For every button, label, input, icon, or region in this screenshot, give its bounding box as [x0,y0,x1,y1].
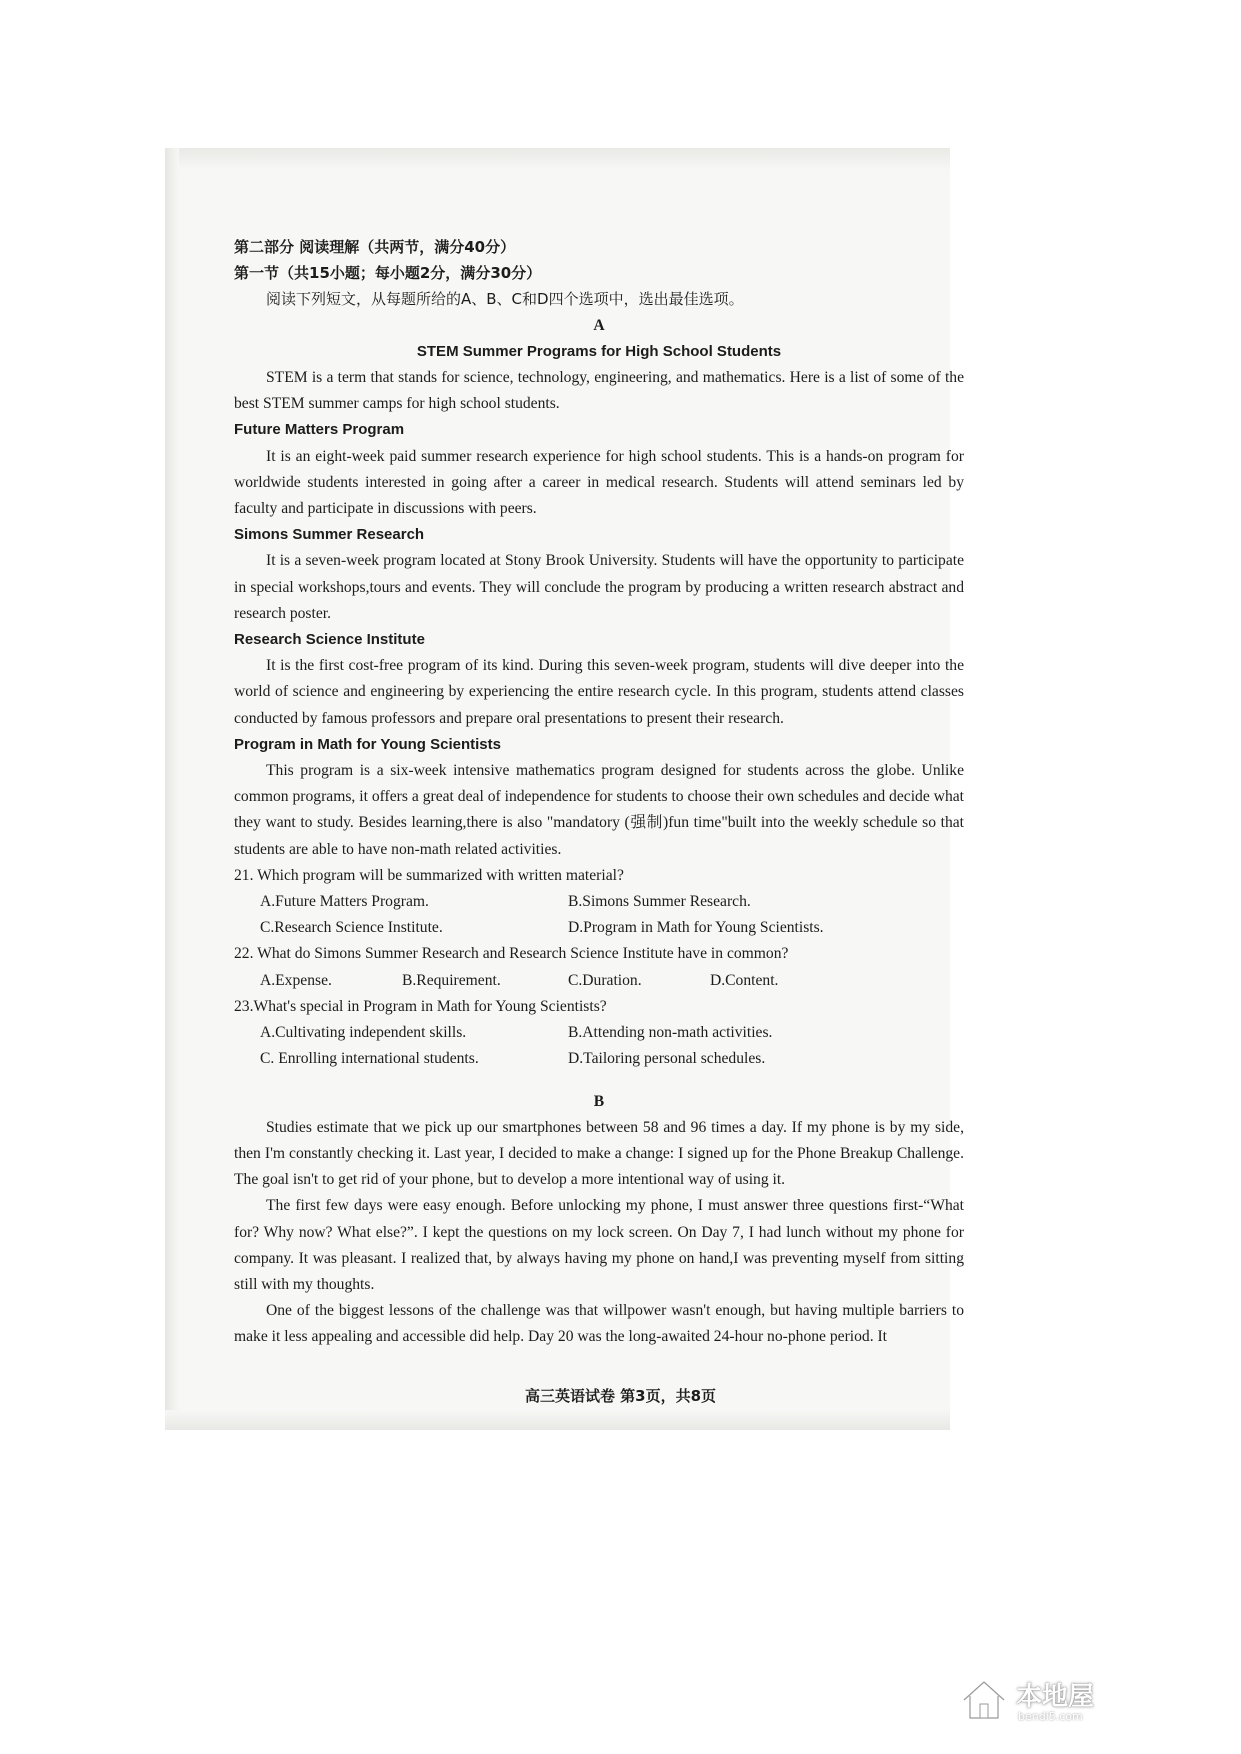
passage-b-paragraph-3: One of the biggest lessons of the challenge was that willpower wasn't enough, but having multiple barriers to make it less appealing and accessible did help. Day 20 was the long-awaited 24-hour no-phone period. It [234,1302,964,1346]
passage-gap [234,1073,964,1089]
passage-b-paragraph-1: Studies estimate that we pick up our smartphones between 58 and 96 times a day. If my phone is by my side, then I'm constantly checking it. Last year, I decided to make a change: I signed up for the Phone Breakup Challenge. The goal isn't to get rid of your phone, but to develop a more intentional way of using it. [234,1118,964,1189]
passage-a-label: A [593,316,605,334]
question-21-option-a: A.Future Matters Program. [260,893,429,911]
page-footer: 高三英语试卷 第3页，共8页 [524,1387,717,1405]
question-21-option-d: D.Program in Math for Young Scientists. [568,919,824,937]
question-22-option-d: D.Content. [710,971,779,989]
program-text-math: This program is a six-week intensive mathematics program designed for students across the globe. Unlike common programs, it offers a great deal of independence for students to choose their own schedules and decide what they want to study. Besides learning,there is also "mandatory (强制)fun time"built into the weekly schedule so that students are able to have non-math related activities. [234,762,964,858]
question-22-option-b: B.Requirement. [402,971,501,989]
passage-b-label: B [593,1092,605,1110]
question-23-option-c: C. Enrolling international students. [260,1050,479,1068]
site-watermark [958,1670,1228,1740]
program-heading-rsi: Research Science Institute [234,631,425,649]
question-21: 21. Which program will be summarized with written material? [234,866,624,884]
passage-a-intro: STEM is a term that stands for science, technology, engineering, and mathematics. Here is a list of some of the best STEM summer camps for high school students. [234,369,964,413]
program-text-rsi: It is the first cost-free program of its kind. During this seven-week program, students will dive deeper into the world of science and engineering by experiencing the entire research cycle. In this program, students attend classes conducted by famous professors and prepare oral presentations to present their research. [234,657,964,727]
scan-shadow-top [165,148,950,170]
question-23-option-b: B.Attending non-math activities. [568,1024,773,1042]
program-text-simons: It is a seven-week program located at Stony Brook University. Students will have the opportunity to participate in special workshops,tours and events. They will conclude the program by producing a written research abstract and research poster. [234,552,964,622]
program-heading-math: Program in Math for Young Scientists [234,735,501,753]
scan-shadow-left [165,148,179,1430]
question-22: 22. What do Simons Summer Research and Research Science Institute have in common? [234,945,789,963]
question-21-options-row-1 [234,889,964,915]
question-22-option-a: A.Expense. [260,971,332,989]
passage-a-title: STEM Summer Programs for High School Students [416,342,782,360]
question-21-options-row-2 [234,915,964,941]
scan-shadow-bottom [165,1410,950,1430]
question-21-option-c: C.Research Science Institute. [260,919,443,937]
program-text-future-matters: It is an eight-week paid summer research experience for high school students. This is a hands-on program for worldwide students interested in going after a career in medical research. Students will attend seminars led by faculty and participate in discussions with peers. [234,447,964,518]
question-23-option-a: A.Cultivating independent skills. [260,1024,467,1042]
watermark-name: 本地屋 [1016,1682,1095,1712]
section-title: 第一节（共15小题；每小题2分，满分30分） [234,264,542,283]
part-title: 第二部分 阅读理解（共两节，满分40分） [234,238,516,256]
question-22-option-c: C.Duration. [568,971,642,989]
question-23-option-d: D.Tailoring personal schedules. [568,1050,766,1068]
question-21-option-b: B.Simons Summer Research. [568,893,751,911]
house-logo-icon [958,1674,1010,1726]
passage-b-paragraph-2: The first few days were easy enough. Before unlocking my phone, I must answer three questions first-“What for? Why now? What else?”. I kept the questions on my lock screen. On Day 7, I had lunch without my phone for company. It was pleasant. I realized that, by always having my phone on hand,I was preventing myself from sitting still with my thoughts. [234,1197,964,1293]
question-23: 23.What's special in Program in Math for Young Scientists? [234,997,607,1015]
question-22-options [234,968,964,994]
exam-content [234,234,964,1351]
question-23-options-row-1 [234,1020,964,1046]
question-23-options-row-2 [234,1046,964,1072]
watermark-url: bendi5.com [1018,1710,1083,1723]
program-heading-simons: Simons Summer Research [234,526,425,544]
program-heading-future-matters: Future Matters Program [234,421,405,439]
instruction: 阅读下列短文，从每题所给的A、B、C和D四个选项中，选出最佳选项。 [266,290,744,309]
